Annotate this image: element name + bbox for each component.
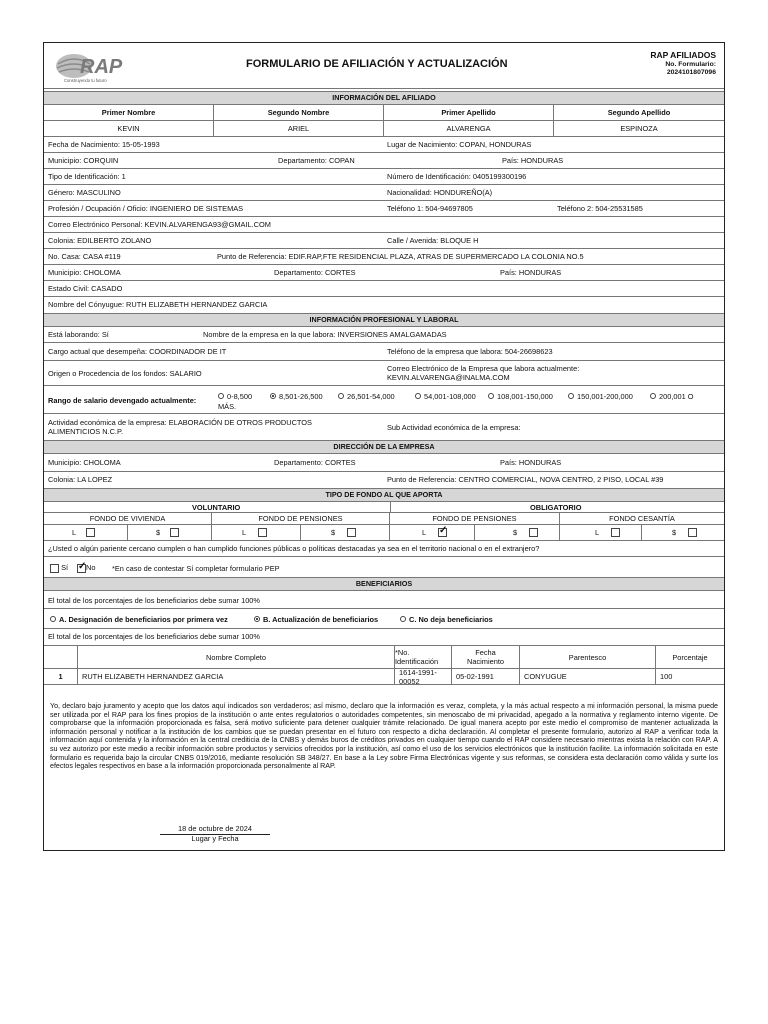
section-fondo: TIPO DE FONDO AL QUE APORTA <box>44 488 724 502</box>
fondo-cell <box>44 525 128 540</box>
info-row <box>44 361 724 386</box>
info-row <box>44 217 724 233</box>
direccion-municipio-field[interactable]: Municipio: CHOLOMA <box>48 458 121 467</box>
info-row <box>44 201 724 217</box>
rap-afiliados-title: RAP AFILIADOS <box>650 50 716 60</box>
municipio2-field[interactable]: Municipio: CHOLOMA <box>48 268 121 277</box>
form-number <box>665 61 716 77</box>
direccion-pais-field[interactable]: País: HONDURAS <box>500 458 562 467</box>
total-note-row <box>44 629 724 645</box>
rap-logo <box>52 46 124 84</box>
telefono1-field[interactable]: Teléfono 1: 504-94697805 <box>387 204 473 213</box>
fondo-pensiones-vol-header: FONDO DE PENSIONES <box>212 513 390 524</box>
pep-no-option[interactable]: ✓ No <box>77 563 95 573</box>
info-row <box>44 343 724 361</box>
row-fecha[interactable]: 05-02-1991 <box>452 669 520 684</box>
pep-note: *En caso de contestar Sí completar formulario PEP <box>112 564 280 573</box>
correo-empresa-label: Correo Electrónico de la Empresa que labora actualmente: <box>387 364 580 373</box>
salario-option[interactable]: 108,001-150,000 <box>488 392 553 401</box>
direccion-colonia-field[interactable]: Colonia: LA LOPEZ <box>48 475 113 484</box>
header-segundo-nombre: Segundo Nombre <box>214 105 384 120</box>
origen-fondos-field[interactable]: Origen o Procedencia de los fondos: SALARIO <box>48 369 202 378</box>
radio-icon <box>338 393 344 399</box>
info-row <box>44 414 724 440</box>
col-nombre-header: Nombre Completo <box>78 646 395 668</box>
fondo-cesantia-header: FONDO CESANTÍA <box>609 514 675 523</box>
pep-si-option[interactable]: Sí <box>50 563 68 573</box>
salario-row <box>44 386 724 414</box>
actividad-field[interactable]: Actividad económica de la empresa: ELABORACIÓN DE OTROS PRODUCTOS <box>48 418 312 427</box>
checkbox[interactable] <box>170 528 179 537</box>
fondo-cell <box>560 525 642 540</box>
correo-empresa-field[interactable]: KEVIN.ALVARENGA@INALMA.COM <box>387 373 510 382</box>
row-parentesco[interactable]: CONYUGUE <box>520 669 656 684</box>
salario-option[interactable]: 200,001 O <box>650 392 694 401</box>
checkbox[interactable] <box>688 528 697 537</box>
primer-apellido-field[interactable]: ALVARENGA <box>384 121 554 136</box>
fondo-pensiones-obl-header: FONDO DE PENSIONES <box>390 513 560 524</box>
s-label: $ <box>513 528 518 537</box>
cargo-field[interactable]: Cargo actual que desempeña: COORDINADOR DE IT <box>48 347 227 356</box>
section-afiliado: INFORMACIÓN DEL AFILIADO <box>44 91 724 105</box>
declaracion-text: Yo, declaro bajo juramento y acepto que los datos aquí indicados son verdaderos; así mismo, declaro que la información es veraz, completa, y la más actual respecto a mi información personal, la misma puede ser utilizada por el RAP para los fines propios de la institución o ante entes regulatorios o autoridades competentes, sin menoscabo de mi privacidad, apegado a la normativa y reglamento interno vigente. De comprobarse que la información proporcionada es falsa, será motivo suficiente para detener cualquier trámite relacionado. De igual manera acepto por este medio el compromiso de mantener actualizada la información personal y notificar a la institución de los cambios que se puedan presentar en el futuro con respecto a dicha declaración. Al completar el presente formulario, autorizo al RAP a verificar toda la información aquí contenida y la información en la central crediticia de la CNBS y demás buros de créditos privados en cualquier tiempo cuando el RAP considere necesario mientras exista la relación con RAP. A su vez autorizo por este medio a recibir información sobre productos y servicios ofrecidos por la institución, así como el uso de los servicios electrónicos que la institución facilite. La información solicitada en este formulario es requerida bajo la circular CNBS 019/2016, mediante resolución SB 348/27. En base a la Ley sobre Firma Electrónicas vigente y sus reformas, se considera esta declaración como válida y surte los efectos legales respectivos en base a la información proporcionada personalmente al RAP. <box>50 702 718 771</box>
pep-question-row <box>44 541 724 557</box>
info-row <box>44 265 724 281</box>
checkbox[interactable] <box>258 528 267 537</box>
fondo-cell <box>475 525 560 540</box>
row-id[interactable]: 1614-1991-00052 <box>395 669 452 684</box>
total-note-2: El total de los porcentajes de los beneficiarios debe sumar 100% <box>48 632 260 641</box>
option-b[interactable]: B. Actualización de beneficiarios <box>254 615 378 624</box>
section-direccion: DIRECCIÓN DE LA EMPRESA <box>44 440 724 454</box>
direccion-departamento-field[interactable]: Departamento: CORTES <box>274 458 356 467</box>
salario-label: Rango de salario devengado actualmente: <box>48 396 197 405</box>
option-c[interactable]: C. No deja beneficiarios <box>400 615 493 624</box>
fondo-header-row <box>44 513 724 525</box>
s-label: $ <box>156 528 161 537</box>
total-note-row <box>44 591 724 609</box>
info-row <box>44 281 724 297</box>
numero-identificacion-field[interactable]: Número de Identificación: 0405199300196 <box>387 172 527 181</box>
direccion-referencia-field[interactable]: Punto de Referencia: CENTRO COMERCIAL, NOVA CENTRO, 2 PISO, LOCAL #39 <box>387 475 664 484</box>
fondo-check-row <box>44 525 724 541</box>
divider <box>390 502 391 513</box>
col-fecha-line1: Fecha <box>475 648 496 657</box>
info-row <box>44 472 724 488</box>
laborando-field[interactable]: Está laborando: Sí <box>48 330 109 339</box>
correo-personal-field[interactable]: Correo Electrónico Personal: KEVIN.ALVARENGA93@GMAIL.COM <box>48 220 271 229</box>
firma-fecha[interactable]: 18 de octubre de 2024 <box>178 824 252 833</box>
name-value-row <box>44 121 724 137</box>
beneficiario-option-row <box>44 609 724 629</box>
fondo-cell <box>128 525 212 540</box>
salario-option[interactable]: 0-8,500 <box>218 392 252 401</box>
beneficiario-header-row <box>44 645 724 669</box>
firma-label: Lugar y Fecha <box>191 834 239 843</box>
radio-icon <box>568 393 574 399</box>
segundo-nombre-field[interactable]: ARIEL <box>214 121 384 136</box>
tipo-identificacion-field[interactable]: Tipo de Identificación: 1 <box>48 172 126 181</box>
form-number-label: No. Formulario: <box>665 61 716 68</box>
info-row <box>44 169 724 185</box>
col-porcentaje-header: Porcentaje <box>672 652 708 662</box>
lugar-nacimiento-field[interactable]: Lugar de Nacimiento: COPAN, HONDURAS <box>387 140 532 149</box>
radio-icon <box>415 393 421 399</box>
departamento-field[interactable]: Departamento: COPAN <box>278 156 355 165</box>
radio-icon <box>488 393 494 399</box>
pep-answer-row <box>44 557 724 577</box>
sub-actividad-field[interactable]: Sub Actividad económica de la empresa: <box>387 423 521 432</box>
nacionalidad-field[interactable]: Nacionalidad: HONDUREÑO(A) <box>387 188 493 197</box>
info-row <box>44 233 724 249</box>
pep-question: ¿Usted o algún pariente cercano cumplen o han cumplido funciones públicas o políticas destacadas ya sea en el territorio nacional o en el extranjero? <box>48 544 540 553</box>
info-row <box>44 297 724 313</box>
l-label: L <box>242 528 247 537</box>
voluntario-label: VOLUNTARIO <box>192 503 241 512</box>
col-fecha-header <box>452 646 520 668</box>
form-number-value: 2024101807096 <box>666 69 716 76</box>
radio-icon <box>50 616 56 622</box>
col-parentesco-header: Parentesco <box>520 646 656 668</box>
info-row <box>44 327 724 343</box>
info-row <box>44 137 724 153</box>
option-a[interactable]: A. Designación de beneficiarios por primera vez <box>50 615 228 624</box>
col-num <box>44 646 78 668</box>
departamento2-field[interactable]: Departamento: CORTES <box>274 268 356 277</box>
obligatorio-label: OBLIGATORIO <box>530 503 582 512</box>
calle-field[interactable]: Calle / Avenida: BLOQUE H <box>387 236 479 245</box>
row-porcentaje[interactable]: 100 <box>660 672 673 681</box>
fondo-vivienda-header: FONDO DE VIVIENDA <box>44 513 212 524</box>
logo-text: RAP <box>80 56 123 78</box>
l-label: L <box>595 528 600 537</box>
salario-mas-label: MÁS. <box>218 402 237 411</box>
section-beneficiarios: BENEFICIARIOS <box>44 577 724 591</box>
segundo-apellido-field[interactable]: ESPINOZA <box>620 124 658 133</box>
telefono2-field[interactable]: Teléfono 2: 504-25531585 <box>557 204 643 213</box>
checkbox[interactable] <box>50 564 59 573</box>
info-row <box>44 454 724 472</box>
page-title: FORMULARIO DE AFILIACIÓN Y ACTUALIZACIÓN <box>246 58 508 70</box>
fondo-cell <box>390 525 475 540</box>
total-note: El total de los porcentajes de los beneficiarios debe sumar 100% <box>48 596 260 605</box>
l-label: L <box>72 528 77 537</box>
s-label: $ <box>672 528 677 537</box>
radio-icon <box>218 393 224 399</box>
row-nombre[interactable]: RUTH ELIZABETH HERNANDEZ GARCIA <box>78 669 395 684</box>
fondo-type-row <box>44 502 724 513</box>
punto-referencia-field[interactable]: Punto de Referencia: EDIF.RAP,FTE RESIDENCIAL PLAZA, ATRAS DE SUPERMERCADO LA COLONIA NO.5 <box>217 252 584 261</box>
salario-option[interactable]: 150,001-200,000 <box>568 392 633 401</box>
checkbox[interactable] <box>347 528 356 537</box>
salario-option[interactable]: 26,501-54,000 <box>338 392 395 401</box>
conyugue-field[interactable]: Nombre del Cónyugue: RUTH ELIZABETH HERNANDEZ GARCIA <box>48 300 268 309</box>
col-id-header: *No. Identificación <box>395 646 452 668</box>
actividad-field-cont[interactable]: ALIMENTICIOS N.C.P. <box>48 427 124 436</box>
checkbox-checked[interactable] <box>77 564 86 573</box>
logo-tagline: Construyendo tu futuro <box>64 78 107 83</box>
checkbox-checked[interactable] <box>438 528 447 537</box>
section-laboral: INFORMACIÓN PROFESIONAL Y LABORAL <box>44 313 724 327</box>
radio-icon <box>650 393 656 399</box>
fondo-cell <box>301 525 390 540</box>
salario-option[interactable]: 8,501-26,500 <box>270 392 323 401</box>
radio-selected-icon <box>254 616 260 622</box>
radio-selected-icon <box>270 393 276 399</box>
info-row <box>44 153 724 169</box>
header-primer-apellido: Primer Apellido <box>384 105 554 120</box>
name-header-row <box>44 105 724 121</box>
s-label: $ <box>331 528 336 537</box>
col-fecha-line2: Nacimiento <box>467 657 504 666</box>
checkbox[interactable] <box>611 528 620 537</box>
numero-casa-field[interactable]: No. Casa: CASA #119 <box>48 252 121 261</box>
profesion-field[interactable]: Profesión / Ocupación / Oficio: INGENIERO DE SISTEMAS <box>48 204 244 213</box>
table-row <box>44 669 724 685</box>
info-row <box>44 249 724 265</box>
municipio-field[interactable]: Municipio: CORQUIN <box>48 156 119 165</box>
salario-option[interactable]: 54,001-108,000 <box>415 392 476 401</box>
l-label: L <box>422 528 427 537</box>
divider <box>44 88 724 89</box>
header-segundo-apellido: Segundo Apellido <box>607 108 671 117</box>
telefono-empresa-field[interactable]: Teléfono de la empresa que labora: 504-26698623 <box>387 347 553 356</box>
fondo-cell <box>212 525 301 540</box>
checkbox[interactable] <box>529 528 538 537</box>
genero-field[interactable]: Género: MASCULINO <box>48 188 121 197</box>
info-row <box>44 185 724 201</box>
radio-icon <box>400 616 406 622</box>
primer-nombre-field[interactable]: KEVIN <box>44 121 214 136</box>
pais-field[interactable]: País: HONDURAS <box>502 156 564 165</box>
empresa-field[interactable]: Nombre de la empresa en la que labora: INVERSIONES AMALGAMADAS <box>203 330 447 339</box>
estado-civil-field[interactable]: Estado Civil: CASADO <box>48 284 123 293</box>
colonia-field[interactable]: Colonia: EDILBERTO ZOLANO <box>48 236 152 245</box>
row-num: 1 <box>44 669 78 684</box>
header-primer-nombre: Primer Nombre <box>44 105 214 120</box>
fecha-nacimiento-field[interactable]: Fecha de Nacimiento: 15-05-1993 <box>48 140 160 149</box>
pais2-field[interactable]: País: HONDURAS <box>500 268 562 277</box>
checkbox[interactable] <box>86 528 95 537</box>
fondo-cell <box>642 525 724 540</box>
